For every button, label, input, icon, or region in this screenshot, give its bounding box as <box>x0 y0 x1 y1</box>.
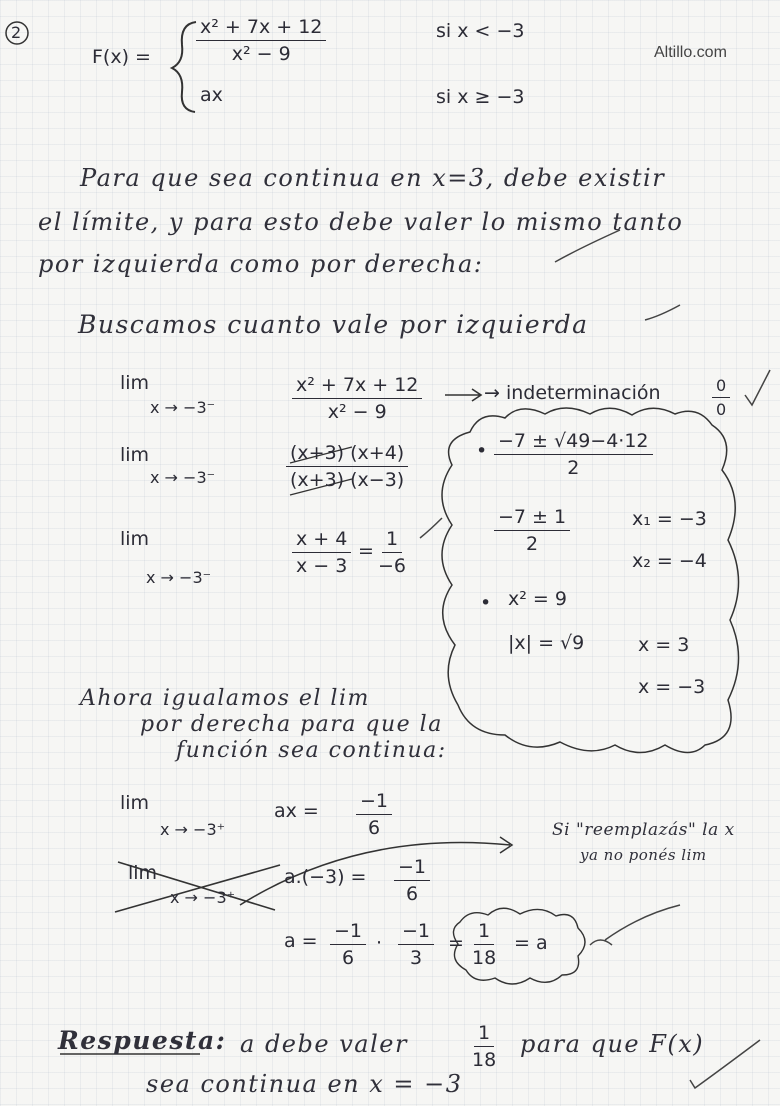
arrow <box>240 837 512 905</box>
check-mark <box>645 305 680 320</box>
piece1-denominator: x² − 9 <box>231 43 291 65</box>
indet-denominator: 0 <box>716 400 727 419</box>
piece2-condition: si x ≥ −3 <box>436 86 525 108</box>
right-limit-expression: ax = <box>274 800 319 822</box>
piece1-condition: si x < −3 <box>436 20 525 42</box>
root-1: x₁ = −3 <box>632 508 707 530</box>
piece2-expression: ax <box>200 84 223 106</box>
quadratic-formula <box>494 430 653 479</box>
solve-fraction-1 <box>330 920 366 969</box>
equate-line-1: Ahora igualamos el lim <box>80 686 370 711</box>
right-limit-denominator: 6 <box>367 817 381 839</box>
solve-fraction-2 <box>398 920 434 969</box>
substitution-denominator: 6 <box>405 883 419 905</box>
limit-subscript: x → −3⁻ <box>146 568 212 587</box>
limit-label: lim <box>120 372 150 394</box>
limit-label: lim <box>120 444 150 466</box>
solve-f2-denominator: 3 <box>409 947 423 969</box>
equation-x-squared: x² = 9 <box>508 588 567 610</box>
left-limit-denominator: −6 <box>378 555 407 577</box>
problem-number: 2 <box>11 23 22 42</box>
answer-text-1: a debe valer <box>240 1030 408 1058</box>
step3-fraction <box>292 528 351 577</box>
answer-text-2: para que F(x) <box>520 1030 705 1058</box>
bullet: • <box>480 592 492 614</box>
quadratic-numerator: −7 ± √49−4·12 <box>494 430 653 455</box>
piece1-numerator: x² + 7x + 12 <box>196 16 326 41</box>
note-line-1: Si "reemplazás" la x <box>552 820 735 840</box>
solve-f2-numerator: −1 <box>398 920 434 945</box>
substitution-value <box>394 856 430 905</box>
solve-f1-denominator: 6 <box>341 947 355 969</box>
piece1-fraction <box>196 16 326 65</box>
root-2: x₂ = −4 <box>632 550 707 572</box>
step2-denominator: (x+3) (x−3) <box>290 469 405 491</box>
limit-subscript: x → −3⁺ <box>160 820 226 839</box>
search-left-heading: Buscamos cuanto vale por izquierda <box>78 310 589 339</box>
multiplication-dot: · <box>376 932 383 954</box>
quadratic-step-denominator: 2 <box>526 533 539 555</box>
result-numerator: 1 <box>474 920 494 945</box>
equals-sign: = <box>358 540 374 562</box>
check-mark <box>420 518 442 538</box>
step2-numerator: (x+3) (x+4) <box>286 442 408 467</box>
left-limit-numerator: 1 <box>382 528 402 553</box>
right-limit-numerator: −1 <box>356 790 392 815</box>
substitution-numerator: −1 <box>394 856 430 881</box>
right-limit-value <box>356 790 392 839</box>
arrow <box>445 389 481 401</box>
limit-label: lim <box>120 792 150 814</box>
step1-denominator: x² − 9 <box>327 401 387 423</box>
result-fraction <box>468 920 500 969</box>
crossed-limit-label: lim <box>128 862 158 884</box>
equate-line-3: función sea continua: <box>176 738 447 763</box>
intro-line-3: por izquierda como por derecha: <box>38 250 484 278</box>
solution-2: x = −3 <box>638 676 706 698</box>
absolute-value: |x| = √9 <box>508 632 585 654</box>
answer-denominator: 18 <box>472 1049 497 1071</box>
quadratic-step-numerator: −7 ± 1 <box>494 506 570 531</box>
left-limit-value <box>374 528 410 577</box>
note-line-2: ya no ponés lim <box>580 846 707 864</box>
equate-line-2: por derecha para que la <box>140 712 443 737</box>
limit-subscript: x → −3⁻ <box>150 468 216 487</box>
answer-label: Respuesta: <box>58 1026 227 1055</box>
answer-numerator: 1 <box>474 1022 494 1047</box>
limit-label: lim <box>120 528 150 550</box>
intro-line-1: Para que sea continua en x=3, debe existir <box>80 164 666 192</box>
solution-1: x = 3 <box>638 634 690 656</box>
step1-numerator: x² + 7x + 12 <box>292 374 422 399</box>
answer-fraction <box>468 1022 500 1071</box>
a-equals: a = <box>284 930 318 952</box>
indet-numerator: 0 <box>712 376 730 398</box>
answer-text-3: sea continua en x = −3 <box>146 1070 463 1098</box>
equals-a: = a <box>514 932 548 954</box>
watermark: Altillo.com <box>654 44 727 61</box>
indeterminate-fraction <box>712 376 730 419</box>
function-name: F(x) = <box>92 46 151 68</box>
result-denominator: 18 <box>472 947 497 969</box>
solve-f1-numerator: −1 <box>330 920 366 945</box>
indeterminate-label: → indeterminación <box>484 382 661 404</box>
step2-fraction <box>286 442 408 491</box>
equals-sign: = <box>448 932 464 954</box>
limit-subscript: x → −3⁻ <box>150 398 216 417</box>
substitution-expression: a.(−3) = <box>284 866 367 888</box>
intro-line-2: el límite, y para esto debe valer lo mismo tanto <box>38 208 684 236</box>
quadratic-step <box>494 506 570 555</box>
crossed-limit-subscript: x → −3⁺ <box>170 888 236 907</box>
step3-numerator: x + 4 <box>292 528 351 553</box>
bullet: • <box>476 440 488 462</box>
step1-fraction <box>292 374 422 423</box>
check-mark <box>745 370 770 405</box>
quadratic-denominator: 2 <box>567 457 580 479</box>
check-mark <box>590 905 680 945</box>
step3-denominator: x − 3 <box>296 555 348 577</box>
piecewise-brace <box>172 22 196 112</box>
